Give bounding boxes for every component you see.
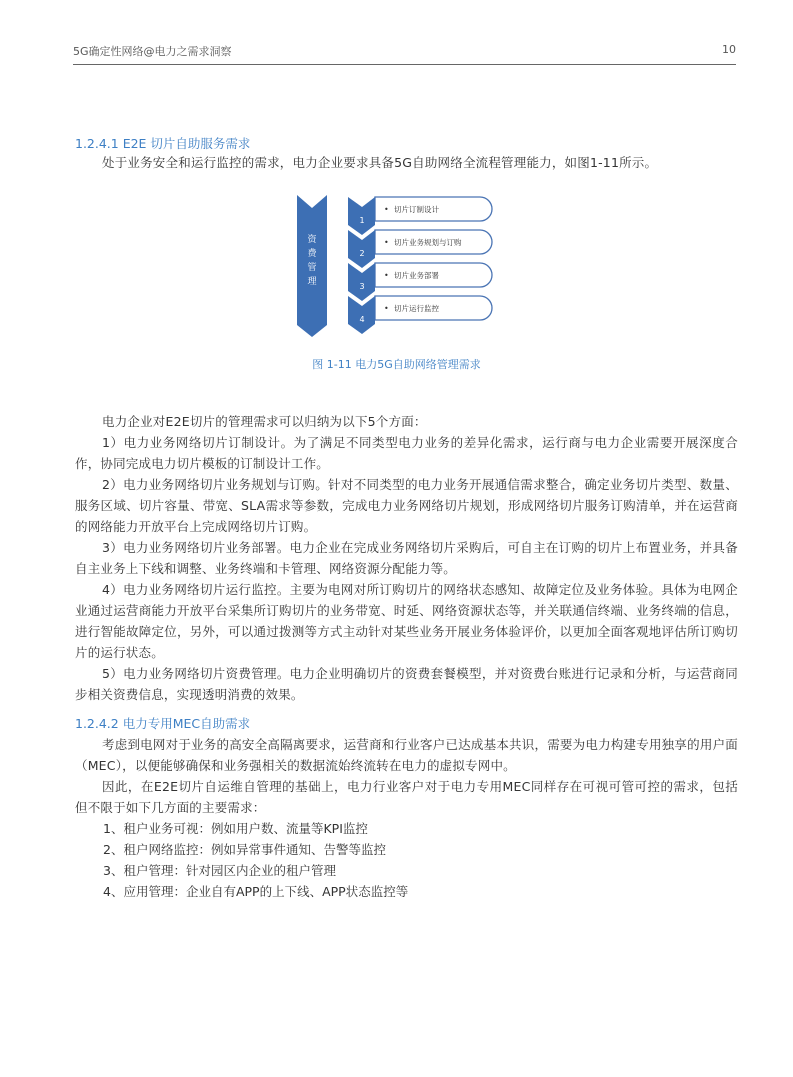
side-label-char: 资 (307, 235, 317, 245)
list-item: 2、租户网络监控：例如异常事件通知、告警等监控 (103, 842, 386, 857)
section-heading-1-2-4-2: 1.2.4.2 电力专用MEC自助需求 (75, 716, 251, 731)
step-number: 1 (359, 216, 365, 225)
step-number: 4 (359, 315, 365, 324)
list-item: 3、租户管理：针对园区内企业的租户管理 (103, 863, 336, 878)
header-divider (73, 64, 736, 65)
section-heading-1-2-4-1: 1.2.4.1 E2E 切片自助服务需求 (75, 136, 251, 151)
bullet: • (384, 304, 389, 313)
list-item: 1、租户业务可视：例如用户数、流量等KPI监控 (103, 821, 368, 836)
header-title: 5G确定性网络@电力之需求洞察 (73, 45, 232, 58)
body-paragraph-summary: 电力企业对E2E切片的管理需求可以归纳为以下5个方面： (102, 414, 427, 429)
side-label-char: 费 (307, 249, 317, 259)
bullet: • (384, 271, 389, 280)
step-2 (348, 230, 492, 268)
self-service-management-diagram (297, 195, 497, 340)
body-paragraph-1: 1）电力业务网络切片订制设计。为了满足不同类型电力业务的差异化需求，运行商与电力企业需要开展深度合作，协同完成电力切片模板的订制设计工作。 (75, 435, 738, 471)
figure-caption: 图 1-11 电力5G自助网络管理需求 (312, 358, 481, 371)
step-3 (348, 263, 492, 301)
section2-paragraph-1: 考虑到电网对于业务的高安全高隔离要求，运营商和行业客户已达成基本共识，需要为电力构建专用独享的用户面（MEC），以便能够确保和业务强相关的数据流始终流转在电力的虚拟专网中。 (75, 737, 738, 773)
step-4 (348, 296, 492, 334)
step-label: 切片业务规划与订购 (394, 238, 462, 247)
bullet: • (384, 238, 389, 247)
step-label: 切片运行监控 (394, 304, 439, 313)
side-label-char: 管 (307, 263, 317, 273)
body-paragraph-4: 4）电力业务网络切片运行监控。主要为电网对所订购切片的网络状态感知、故障定位及业务体验。具体为电网企业通过运营商能力开放平台采集所订购切片的业务带宽、时延、网络资源状态等，并关联通信终端、业务终端的信息，进行智能故障定位，另外，可以通过拨测等方式主动针对某些业务开展业务体验评价，以更加全面客观地评估所订购切片的运行状态。 (75, 582, 738, 660)
body-paragraph-5: 5）电力业务网络切片资费管理。电力企业明确切片的资费套餐模型，并对资费台账进行记录和分析，与运营商同步相关资费信息，实现透明消费的效果。 (75, 666, 738, 702)
step-label: 切片订制设计 (394, 205, 439, 214)
list-item: 4、应用管理：企业自有APP的上下线、APP状态监控等 (103, 884, 409, 899)
bullet: • (384, 205, 389, 214)
page-number: 10 (722, 43, 736, 56)
side-label-char: 理 (307, 277, 317, 287)
body-paragraph-2: 2）电力业务网络切片业务规划与订购。针对不同类型的电力业务开展通信需求整合，确定业务切片类型、数量、服务区域、切片容量、带宽、SLA需求等参数，完成电力业务网络切片规划，形成网络切片服务订购清单，并在运营商的网络能力开放平台上完成网络切片订购。 (75, 477, 738, 534)
step-1 (348, 197, 492, 235)
section2-paragraph-2: 因此，在E2E切片自运维自管理的基础上，电力行业客户对于电力专用MEC同样存在可视可管可控的需求，包括但不限于如下几方面的主要需求： (75, 779, 738, 815)
step-number: 2 (359, 249, 365, 258)
section1-intro: 处于业务安全和运行监控的需求，电力企业要求具备5G自助网络全流程管理能力，如图1-11所示。 (102, 155, 658, 170)
step-number: 3 (359, 282, 365, 291)
body-paragraph-3: 3）电力业务网络切片业务部署。电力企业在完成业务网络切片采购后，可自主在订购的切片上布置业务，并具备自主业务上下线和调整、业务终端和卡管理、网络资源分配能力等。 (75, 540, 738, 576)
step-label: 切片业务部署 (394, 271, 439, 280)
